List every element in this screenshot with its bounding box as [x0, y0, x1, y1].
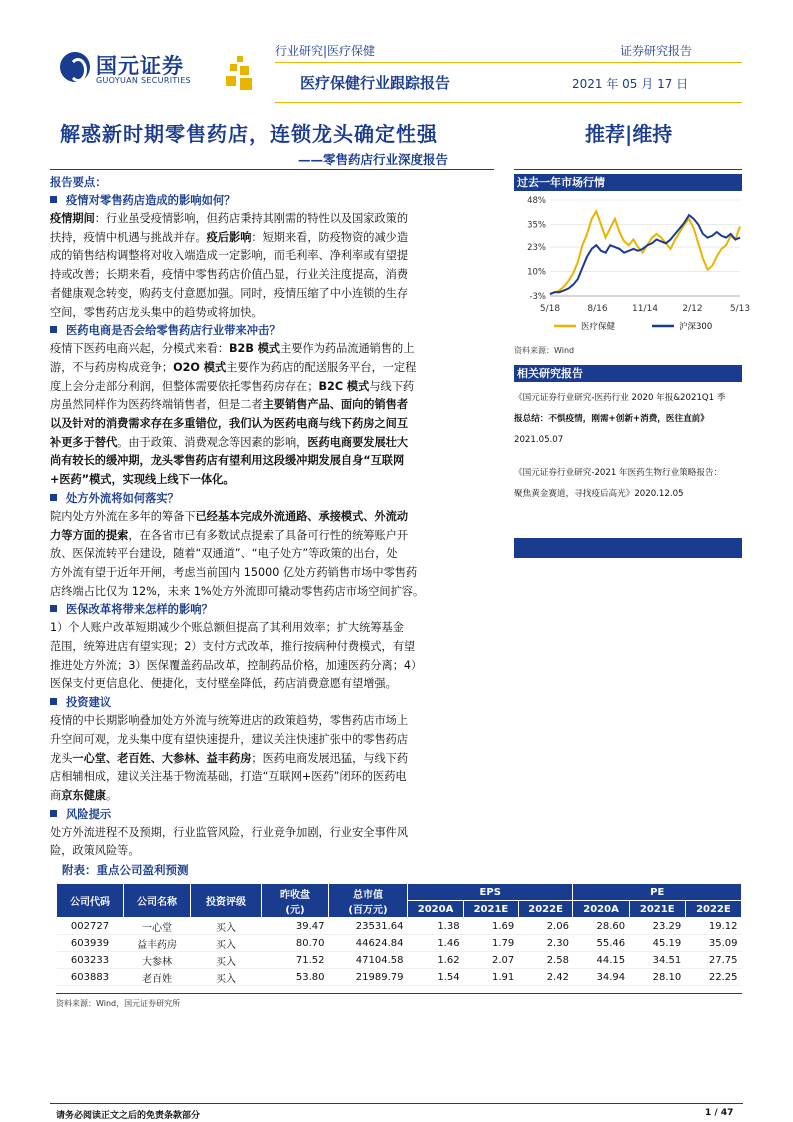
report-category: 行业研究|医疗保健: [275, 44, 376, 58]
col-year: 2022E: [685, 901, 741, 918]
col-year: 2020A: [408, 901, 464, 918]
table-row: [57, 952, 742, 969]
table-row: [57, 969, 742, 986]
chart-y-tick-label: 10%: [527, 267, 546, 278]
header-divider-gold: [275, 62, 742, 63]
table-cell: 22.25: [685, 969, 741, 986]
chart-series-line: [550, 211, 740, 294]
table-cell: 39.47: [262, 918, 329, 935]
chart-x-tick-label: 8/16: [587, 304, 608, 314]
chart-legend-label: 沪深300: [679, 322, 713, 332]
bullet-icon: [50, 698, 57, 705]
header-divider-gold-2: [275, 102, 742, 103]
chart-source: 资料来源：Wind: [514, 346, 575, 355]
table-cell: 71.52: [262, 952, 329, 969]
chart-heading: 过去一年市场行情: [514, 174, 742, 191]
table-cell: 44624.84: [329, 935, 408, 952]
report-type: 证券研究报告: [620, 44, 693, 58]
table-cell: 2.07: [464, 952, 519, 969]
section-title: 疫情对零售药店造成的影响如何？: [66, 194, 236, 207]
chart-x-tick-label: 5/18: [539, 304, 561, 314]
related-report-item[interactable]: 《国元证券行业研究-2021 年医药生物行业策略报告： 聚焦黄金赛道，寻找疫后高光》2020.12.05: [514, 468, 723, 499]
section-ecommerce: [50, 322, 498, 340]
table-cell: 44.15: [573, 952, 629, 969]
section-body: 处方外流进程不及预期，行业监管风险，行业竞争加剧，行业安全事件风 险，政策风险等。: [50, 825, 409, 858]
logo-subtitle: GUOYUAN SECURITIES: [96, 76, 191, 85]
page-subtitle: ——零售药店行业深度报告: [298, 152, 449, 167]
section-insurance-reform: [50, 601, 498, 619]
col-year: 2022E: [518, 901, 573, 918]
section-title: 处方外流将如何落实？: [66, 491, 179, 505]
chart-y-tick-label: 23%: [527, 243, 546, 254]
related-reports-list: [514, 388, 746, 505]
table-cell: 2.30: [518, 935, 573, 952]
col-rating: 投资评级: [191, 884, 262, 918]
table-cell: 1.54: [408, 969, 464, 986]
table-bottom-rule: [56, 993, 742, 994]
table-cell: 2.42: [518, 969, 573, 986]
table-cell: 55.46: [573, 935, 629, 952]
table-cell: 28.60: [573, 918, 629, 935]
table-cell: 27.75: [685, 952, 741, 969]
col-price: 昨收盘 (元): [262, 884, 329, 918]
table-cell: 1.91: [464, 969, 519, 986]
section-title: 医保改革将带来怎样的影响？: [66, 603, 213, 617]
chart-legend: [554, 321, 712, 332]
report-series: 医疗保健行业跟踪报告: [300, 74, 451, 92]
table-cell: 34.94: [573, 969, 629, 986]
table-cell: 1.79: [464, 935, 519, 952]
table-cell: 1.62: [408, 952, 464, 969]
table-cell: 买入: [191, 969, 262, 986]
report-summary: [50, 174, 498, 861]
table-cell: 2.58: [518, 952, 573, 969]
table-cell: 47104.58: [329, 952, 408, 969]
section-covid-impact: [50, 192, 498, 210]
bullet-icon: [50, 810, 57, 817]
related-report-item[interactable]: 《国元证券行业研究-医药行业 2020 年报&2021Q1 季 报总结：不惧疫情，刚需+创新+消费，医往直前》 2021.05.07: [514, 393, 726, 445]
title-divider-right: [514, 169, 742, 170]
table-caption: 附表：重点公司盈利预测: [62, 863, 189, 877]
table-cell: 1.46: [408, 935, 464, 952]
chart-y-tick-label: 35%: [527, 220, 546, 231]
table-cell: 23.29: [629, 918, 685, 935]
table-cell: 34.51: [629, 952, 685, 969]
table-cell: 1.38: [408, 918, 464, 935]
page-number: 1 / 47: [705, 1108, 734, 1118]
table-cell: 一心堂: [124, 918, 191, 935]
bullet-icon: [50, 494, 57, 501]
section-body: 疫情的中长期影响叠加处方外流与统筹进店的政策趋势，零售药店市场上 升空间可观，龙头集中度有望快速提升，建议关注快速扩张中的零售药店 龙头一心堂、老百姓、大参林、益丰药房；医药电商发展迅猛，与线下药 店相辅相成，建议关注基于物流基础，打造“互联网+医药”闭环的医药电 商京东健康。: [50, 714, 409, 802]
col-name: 公司名称: [124, 884, 191, 918]
section-title: 风险提示: [66, 807, 112, 821]
section-title: 投资建议: [66, 696, 112, 710]
chart-x-tick-label: 2/12: [682, 304, 703, 314]
bullet-icon: [50, 326, 57, 333]
col-eps: EPS: [408, 884, 573, 901]
table-cell: 53.80: [262, 969, 329, 986]
chart-x-tick-label: 5/13: [729, 304, 751, 314]
logo-text: 国元证券: [96, 54, 184, 78]
col-mcap: 总市值 (百万元): [329, 884, 408, 918]
section-investment-advice: [50, 694, 498, 712]
bullet-icon: [50, 605, 57, 612]
chart-series-line: [550, 215, 740, 294]
table-cell: 603233: [57, 952, 124, 969]
table-cell: 买入: [191, 918, 262, 935]
title-divider: [50, 169, 494, 170]
logo-icon: [60, 52, 90, 82]
section-body: 疫情下医药电商兴起，分模式来看：B2B 模式主要作为药品流通销售的上 游，不与药房构成竞争；O2O 模式主要作为药店的配送服务平台，一定程 度上会分走部分利润，但整体需要依托零售药房存在；B2C 模式与线下药 房虽然同样作为医药终端销售者，但是二者主要销售产品、面向的销售者 以及针对的消费需求存在多重错位，我们认为医药电商与线下药房之间互 补更多于替代。由于政策、消费观念等因素的影响，医药电商要发展壮大 尚有较长的缓冲期，龙头零售药店有望利用这段缓冲期发展自身“互联网 +医药”模式，实现线上线下一体化。: [50, 342, 417, 487]
chart-x-tick-label: 11/14: [632, 304, 658, 314]
chart-legend-label: 医疗保健: [581, 322, 616, 332]
col-year: 2021E: [464, 901, 519, 918]
market-chart: [514, 192, 751, 342]
section-body: 疫情期间：行业虽受疫情影响，但药店秉持其刚需的特性以及国家政策的 扶持，疫情中机遇与挑战并存。疫后影响：短期来看，防疫物资的减少造 成的销售结构调整将对收入端造成一定影响，而毛利率、净利率或有望提 持或改善；长期来看，疫情中零售药店价值凸显，行业关注度提高，消费 者健康观念转变，购药支付意愿加强。同时，疫情压缩了中小连锁的生存 空间，零售药店龙头集中的趋势或将加快。: [50, 212, 409, 319]
chart-y-tick-label: -3%: [529, 292, 546, 302]
related-reports-heading: 相关研究报告: [514, 365, 742, 382]
col-year: 2020A: [573, 901, 629, 918]
table-cell: 603939: [57, 935, 124, 952]
section-title: 医药电商是否会给零售药店行业带来冲击？: [66, 324, 281, 338]
table-cell: 益丰药房: [124, 935, 191, 952]
col-code: 公司代码: [57, 884, 124, 918]
table-cell: 1.69: [464, 918, 519, 935]
col-pe: PE: [573, 884, 742, 901]
section-body: 1）个人账户改革短期减少个账总额但提高了其利用效率；扩大统筹基金 范围，统筹进店有望实现；2）支付方式改革，推行按病种付费模式，有望 推进处方外流；3）医保覆盖药品改革，控制药品价格，加速医药分离；4） 医保支付更信息化、便捷化，支付壁垒降低，药店消费意愿有望增强。: [50, 621, 423, 691]
report-date: 2021 年 05 月 17 日: [572, 77, 689, 91]
table-cell: 买入: [191, 935, 262, 952]
rating: 推荐|维持: [585, 122, 673, 146]
chart-lines: [550, 211, 740, 294]
chart-y-ticks: [527, 196, 546, 302]
table-row: [57, 935, 742, 952]
page-title: 解惑新时期零售药店，连锁龙头确定性强: [60, 122, 438, 146]
table-cell: 大参林: [124, 952, 191, 969]
footer-divider: [50, 1103, 743, 1104]
table-cell: 45.19: [629, 935, 685, 952]
section-body: 院内处方外流在多年的筹备下已经基本完成外流通路、承接模式、外流动 力等方面的提索，在各省市已有多数试点提索了具备可行性的统筹账户开 放、医保流转平台建设，随着“双通道”、“电子处方”等政策的出台，处 方外流有望于近年开闸，考虑当前国内 15000 亿处方药销售市场中零售药 店终端占比仅为 12%，未来 1%处方外流即可撬动零售药店市场空间扩容。: [50, 509, 425, 598]
table-cell: 19.12: [685, 918, 741, 935]
earnings-forecast-table: [56, 883, 742, 986]
table-cell: 2.06: [518, 918, 573, 935]
table-cell: 002727: [57, 918, 124, 935]
table-cell: 28.10: [629, 969, 685, 986]
chart-y-tick-label: 48%: [527, 196, 546, 206]
table-cell: 35.09: [685, 935, 741, 952]
table-cell: 80.70: [262, 935, 329, 952]
section-prescription-outflow: [50, 490, 498, 508]
bullet-icon: [50, 196, 57, 203]
table-cell: 买入: [191, 952, 262, 969]
summary-heading: 报告要点：: [50, 176, 107, 189]
table-row: [57, 918, 742, 935]
sidebar-blank-bar: [514, 538, 742, 558]
table-cell: 老百姓: [124, 969, 191, 986]
col-year: 2021E: [629, 901, 685, 918]
table-source: 资料来源：Wind，国元证券研究所: [56, 999, 181, 1008]
footer-disclaimer: 请务必阅读正文之后的免责条款部分: [56, 1111, 201, 1121]
table-cell: 21989.79: [329, 969, 408, 986]
table-cell: 603883: [57, 969, 124, 986]
section-risk-warning: [50, 806, 498, 824]
table-cell: 23531.64: [329, 918, 408, 935]
chart-x-ticks: [540, 304, 750, 314]
